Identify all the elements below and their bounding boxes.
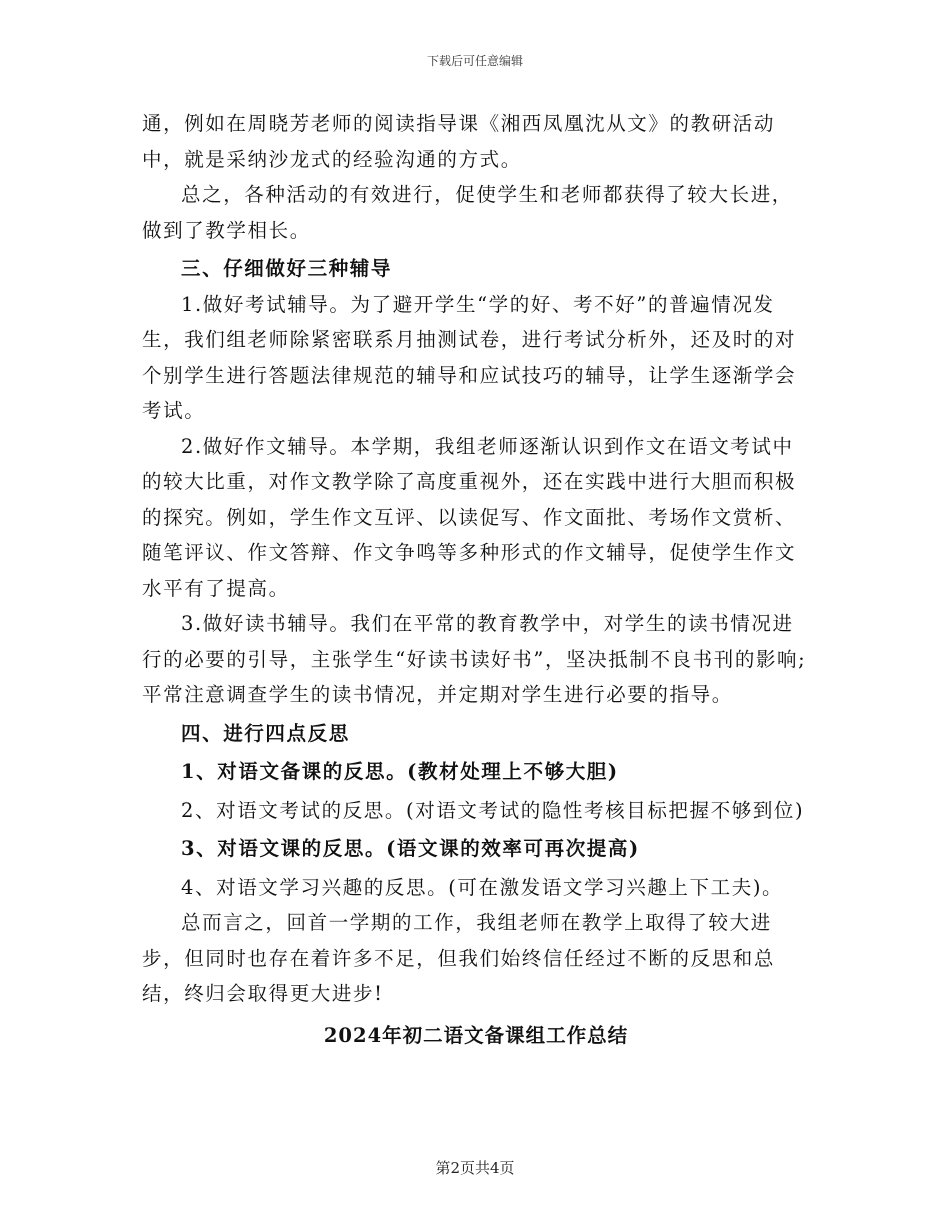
reflection-item-4: 4、对语文学习兴趣的反思。(可在激发语文学习兴趣上下工夫)。 (181, 875, 784, 899)
paragraph-writing-tutoring: 2.做好作文辅导。本学期，我组老师逐渐认识到作文在语文考试中的较大比重，对作文教学除了高度重视外，还在实践中进行大胆而积极的探究。例如，学生作文互评、以读促写、作文面批、考场作文赏析、随笔评议、作文答辩、作文争鸣等多种形式的作文辅导，促使学生作文水平有了提高。 (142, 434, 797, 600)
document-title: 2024年初二语文备课组工作总结 (323, 1023, 629, 1047)
reflection-item-2: 2、对语文考试的反思。(对语文考试的隐性考核目标把握不够到位) (181, 798, 805, 822)
reflection-item-3: 3、对语文课的反思。(语文课的效率可再次提高) (181, 837, 640, 860)
paragraph-reading-tutoring: 3.做好读书辅导。我们在平常的教育教学中，对学生的读书情况进行的必要的引导，主张学生“好读书读好书”，坚决抵制不良书刊的影响;平常注意调查学生的读书情况，并定期对学生进行必要的指导。 (142, 612, 807, 706)
paragraph-exam-tutoring: 1.做好考试辅导。为了避开学生“学的好、考不好”的普遍情况发生，我们组老师除紧密联系月抽测试卷，进行考试分析外，还及时的对个别学生进行答题法律规范的辅导和应试技巧的辅导，让学生逐渐学会考试。 (142, 292, 797, 422)
paragraph-continuation: 通，例如在周晓芳老师的阅读指导课《湘西凤凰沈从文》的教研活动中，就是采纳沙龙式的经验沟通的方式。 (142, 112, 776, 171)
paragraph-conclusion: 总而言之，回首一学期的工作，我组老师在教学上取得了较大进步，但同时也存在着许多不足，但我们始终信任经过不断的反思和总结，终归会取得更大进步! (142, 911, 776, 1005)
reflection-item-1: 1、对语文备课的反思。(教材处理上不够大胆) (181, 760, 619, 783)
page-footer: 第2页共4页 (435, 1159, 515, 1177)
section-heading-four: 四、进行四点反思 (181, 721, 350, 745)
page-header: 下载后可任意编辑 (426, 54, 523, 68)
document-body (142, 106, 810, 1053)
section-heading-three: 三、仔细做好三种辅导 (181, 257, 393, 280)
paragraph-summary: 总之，各种活动的有效进行，促使学生和老师都获得了较大长进，做到了教学相长。 (142, 183, 793, 242)
